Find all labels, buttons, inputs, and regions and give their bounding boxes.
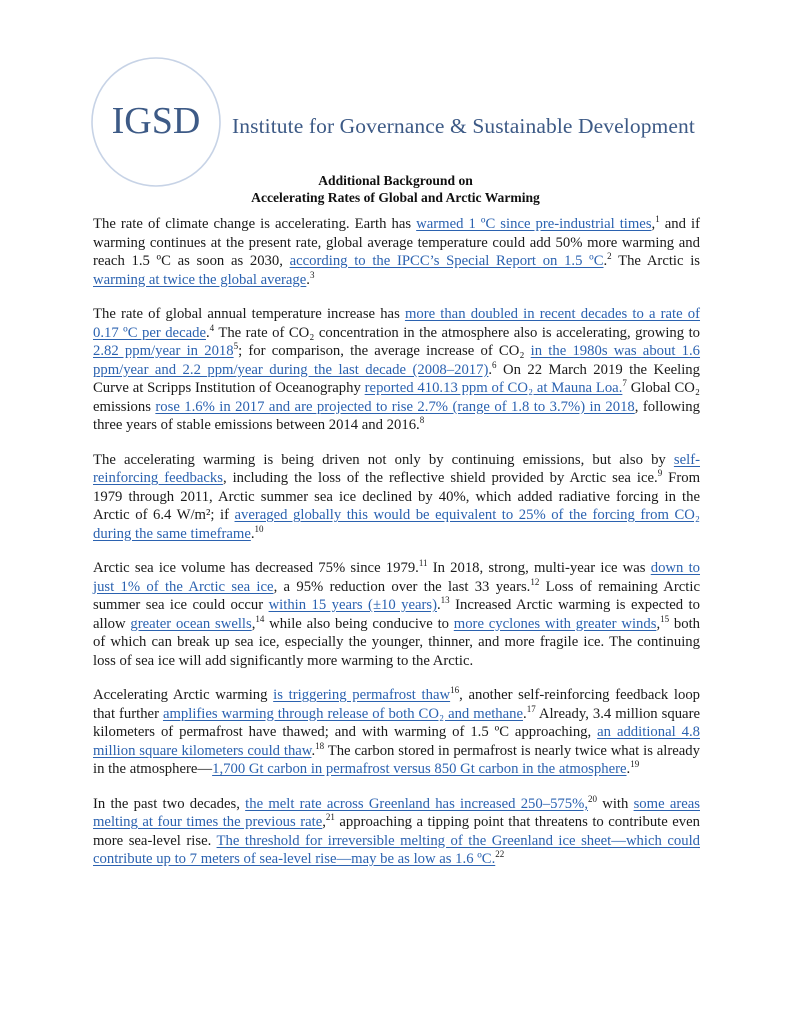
footnote-ref: 14	[255, 613, 265, 624]
text: .	[205, 324, 210, 341]
text: Arctic sea ice volume has decreased 75% since 1979.	[93, 560, 419, 576]
footnote-ref: 21	[325, 812, 335, 823]
link-four-times-rate[interactable]: some areas melting at four times the previous rate	[93, 795, 700, 830]
text: The rate of CO₂ concentration in the atmosphere also is accelerating, growing to	[214, 324, 700, 341]
footnote-ref: 13	[440, 595, 450, 606]
paragraph-1	[93, 215, 700, 289]
link-averaged-globally[interactable]: averaged globally this would be equivalent to 25% of the forcing from CO₂ during the same timeframe	[93, 507, 701, 542]
igsd-logo	[88, 54, 224, 190]
link-doubled-rate[interactable]: more than doubled in recent decades to a rate of 0.17 ºC per decade	[93, 306, 701, 341]
footnote-ref: 7	[622, 378, 627, 389]
footnote-ref: 17	[526, 703, 536, 714]
footnote-ref: 3	[309, 269, 315, 280]
title-line-1: Additional Background on	[318, 173, 473, 188]
footnote-ref: 16	[450, 685, 460, 696]
text: .	[488, 361, 493, 378]
footnote-ref: 12	[530, 576, 540, 587]
footnote-ref: 10	[254, 523, 264, 534]
text: Loss of remaining Arctic summer sea ice could occur	[93, 578, 700, 613]
title-line-2: Accelerating Rates of Global and Arctic Warming	[251, 190, 540, 205]
link-greenland-melt[interactable]: the melt rate across Greenland has increased 250–575%,	[245, 795, 589, 812]
link-cyclones[interactable]: more cyclones with greater winds	[453, 615, 657, 632]
text: .	[250, 525, 255, 542]
text: , following three years of stable emissions between 2014 and 2016.	[93, 398, 700, 433]
text: Global CO₂ emissions	[93, 380, 700, 415]
text: The carbon stored in permafrost is nearly twice what is already in the atmosphere—	[93, 742, 700, 777]
paragraph-2	[93, 305, 700, 435]
text: The rate of global annual temperature increase has	[93, 306, 405, 322]
footnote-ref: 8	[419, 415, 425, 426]
text: and if warming continues at the present rate, global average temperature could add 50% more warming and reach 1.5 ºC as soon as 2030,	[93, 216, 701, 269]
footnote-ref: 15	[660, 613, 670, 624]
text: The Arctic is	[611, 253, 701, 269]
text: , another self-reinforcing feedback loop that further	[93, 687, 701, 722]
link-greenland-threshold[interactable]: The threshold for irreversible melting of the Greenland ice sheet—which could contribute up to 7 meters of sea-level rise—may be as low as 1.6 ºC.	[93, 832, 700, 867]
footnote-ref: 4	[209, 322, 215, 333]
link-ipcc-report[interactable]: according to the IPCC’s Special Report on 1.5 ºC	[289, 253, 604, 269]
footnote-ref: 18	[315, 740, 325, 751]
link-ocean-swells[interactable]: greater ocean swells	[130, 615, 252, 632]
text: Accelerating Arctic warming	[93, 687, 274, 703]
text: In the past two decades,	[93, 795, 246, 812]
text: The accelerating warming is being driven not only by continuing emissions, but also by	[93, 451, 674, 468]
text: , a 95% reduction over the last 33 years.	[273, 578, 531, 595]
link-mauna-loa[interactable]: reported 410.13 ppm of CO₂ at Mauna Loa.	[364, 380, 623, 396]
text: , including the loss of the reflective shield provided by Arctic sea ice.	[222, 470, 658, 486]
document-title	[0, 172, 791, 206]
link-15-years[interactable]: within 15 years (±10 years)	[268, 597, 437, 613]
footnote-ref: 19	[630, 759, 640, 770]
footnote-ref: 20	[588, 793, 598, 804]
text: .	[306, 271, 310, 288]
organization-name: Institute for Governance & Sustainable Development	[232, 114, 695, 138]
text: Already, 3.4 million square kilometers of permafrost have thawed; and with warming of 1.5 ºC approaching,	[93, 705, 700, 740]
footnote-ref: 9	[657, 468, 663, 479]
text: ,	[656, 615, 661, 632]
text: The rate of climate change is accelerating. Earth has	[93, 216, 417, 232]
text: In 2018, strong, multi-year ice was	[427, 560, 651, 576]
text: ,	[651, 216, 656, 232]
text: ,	[251, 615, 256, 632]
link-emissions-2018[interactable]: rose 1.6% in 2017 and are projected to rise 2.7% (range of 1.8 to 3.7%) in 2018	[155, 398, 635, 415]
link-warmed-1c[interactable]: warmed 1 ºC since pre-industrial times	[416, 216, 652, 232]
footnote-ref: 1	[655, 214, 660, 225]
link-multi-year-ice[interactable]: down to just 1% of the Arctic sea ice	[93, 560, 700, 595]
text: while also being conducive to	[264, 615, 454, 632]
text: both of which can break up sea ice, especially the younger, thinner, and more fragile ice. The continuing loss of sea ice will add significantly more warming to the Arctic.	[93, 615, 701, 669]
footnote-ref: 6	[492, 359, 497, 370]
text: .	[603, 253, 608, 269]
footnote-ref: 11	[418, 558, 428, 569]
link-permafrost-thaw[interactable]: is triggering permafrost thaw	[273, 687, 451, 703]
link-carbon-stored[interactable]: 1,700 Gt carbon in permafrost versus 850 Gt carbon in the atmosphere	[212, 761, 627, 777]
paragraph-6	[93, 795, 700, 869]
text: .	[311, 742, 316, 759]
footnote-ref: 5	[233, 341, 239, 352]
link-self-reinforcing[interactable]: self-reinforcing feedbacks	[93, 451, 700, 486]
text: From 1979 through 2011, Arctic summer sea ice declined by 40%, which added radiative forcing in the Arctic of 6.4 W/m²; if	[93, 470, 701, 523]
text: .	[523, 705, 527, 722]
footnote-ref: 2	[607, 251, 612, 262]
logo-text: IGSD	[111, 100, 201, 142]
link-ppm-2018[interactable]: 2.82 ppm/year in 2018	[93, 343, 234, 359]
paragraph-5	[93, 686, 700, 779]
text: .	[437, 597, 441, 613]
text: On 22 March 2019 the Keeling Curve at Scripps Institution of Oceanography	[93, 361, 700, 396]
text: Increased Arctic warming is expected to allow	[93, 597, 700, 632]
paragraph-3	[93, 451, 700, 544]
link-arctic-warming[interactable]: warming at twice the global average	[93, 271, 307, 288]
document-body	[93, 215, 700, 885]
link-amplifies-warming[interactable]: amplifies warming through release of both CO₂ and methane	[162, 705, 524, 722]
text: with	[597, 795, 634, 812]
text: .	[626, 761, 631, 777]
footnote-ref: 22	[495, 849, 505, 860]
paragraph-4	[93, 559, 700, 670]
text: ; for comparison, the average increase of CO₂	[238, 343, 531, 359]
text: approaching a tipping point that threatens to contribute even more sea-level rise.	[93, 814, 700, 849]
link-1980s-rate[interactable]: in the 1980s was about 1.6 ppm/year and 2.2 ppm/year during the last decade (2008–2017)	[93, 343, 701, 378]
link-additional-thaw[interactable]: an additional 4.8 million square kilometers could thaw	[93, 724, 700, 759]
text: ,	[322, 814, 326, 830]
